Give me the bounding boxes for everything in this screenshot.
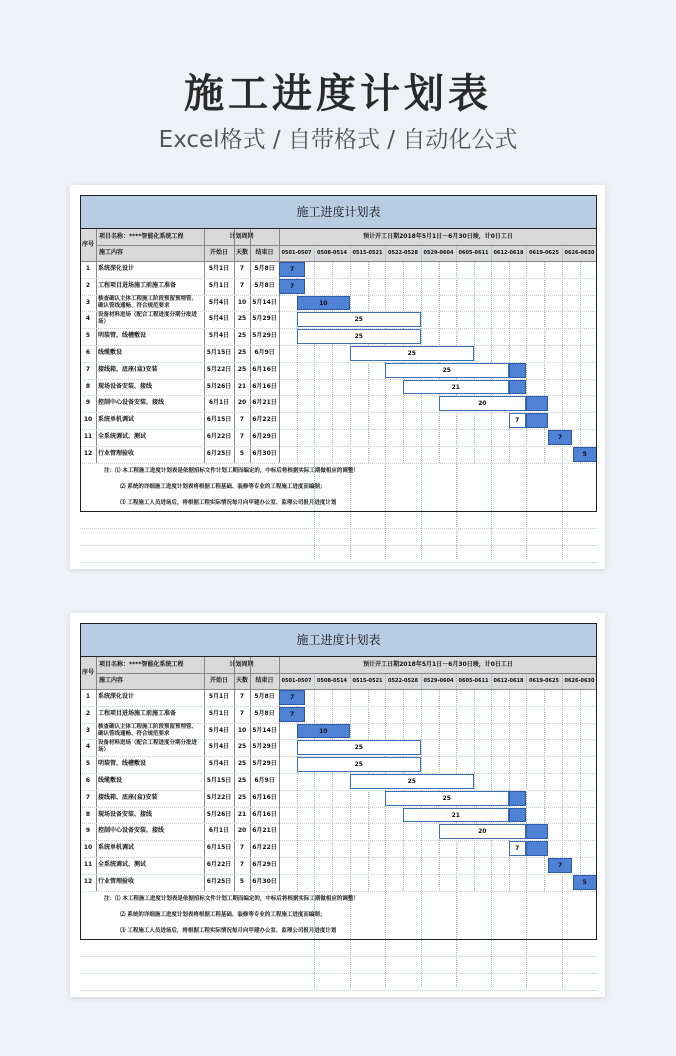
table-frame — [80, 195, 597, 512]
task-name: 控制中心设备安装、接线 — [98, 399, 165, 407]
task-name: 线缆敷设 — [98, 349, 123, 356]
row-number: 12 — [83, 877, 93, 885]
project-name: 项目名称：****智能化系统工程 — [96, 229, 204, 245]
preview-card-bottom — [70, 613, 605, 997]
plan-summary: 预计开工日期2018年5月1日－6月30日竣，计0日工日 — [279, 229, 597, 245]
week-column-header: 0626-0630 — [562, 673, 597, 689]
start-date: 5月1日 — [208, 281, 230, 289]
end-date: 6月9日 — [254, 777, 275, 784]
row-number: 5 — [85, 760, 91, 768]
row-number: 2 — [85, 281, 91, 289]
start-date: 5月4日 — [208, 315, 230, 323]
start-date: 6月25日 — [206, 449, 232, 457]
task-column-header: 施工内容 — [96, 673, 204, 689]
seq-header: 序号 — [80, 229, 96, 261]
week-column-header: 0508-0514 — [314, 245, 350, 261]
note-line: ⑵ 系统的详细施工进度计划表将根据工程基础、装修等专业的工程施工进度而编制； — [120, 911, 326, 918]
start-date: 5月15日 — [206, 777, 232, 784]
row-number: 9 — [85, 827, 91, 835]
sheet-title: 施工进度计划表 — [80, 195, 597, 229]
hero-title: 施工进度计划表 — [184, 71, 492, 117]
gantt-bar: 7 — [509, 413, 527, 428]
gantt-bar: 25 — [297, 757, 422, 772]
task-column-header: 施工内容 — [96, 245, 204, 261]
blank-row-line — [80, 990, 597, 991]
blank-row-line — [80, 956, 597, 957]
end-date: 5月29日 — [252, 760, 277, 768]
week-column-header: 0529-0604 — [421, 245, 456, 261]
task-name: 行业管理验收 — [98, 877, 135, 885]
preview-card-top — [70, 185, 605, 569]
end-column-header: 结束日 — [250, 245, 279, 261]
start-date: 5月4日 — [208, 298, 230, 306]
duration-days: 25 — [237, 332, 247, 340]
start-column-header: 开始日 — [204, 245, 234, 261]
row-number: 10 — [83, 416, 93, 424]
row-number: 8 — [85, 810, 91, 818]
duration-days: 25 — [237, 793, 247, 801]
task-name: 现场设备安装、接线 — [98, 810, 153, 818]
task-name: 行业管理验收 — [98, 449, 135, 457]
row-number: 7 — [85, 793, 91, 801]
task-name: 工程项目进场施工前施工准备 — [98, 281, 177, 289]
days-column-header: 天数 — [234, 245, 250, 261]
start-date: 5月4日 — [208, 726, 230, 734]
start-date: 5月4日 — [208, 332, 230, 340]
end-date: 6月16日 — [252, 810, 277, 818]
gantt-bar: 7 — [548, 430, 573, 445]
seq-header: 序号 — [80, 657, 96, 689]
row-number: 10 — [83, 844, 93, 852]
end-date: 6月21日 — [252, 827, 277, 835]
gantt-bar: 7 — [509, 841, 527, 856]
start-date: 6月15日 — [206, 844, 232, 852]
end-date: 5月14日 — [252, 726, 277, 734]
gantt-sheet — [80, 623, 597, 987]
row-number: 12 — [83, 449, 93, 457]
week-column-header: 0626-0630 — [562, 245, 597, 261]
start-date: 5月26日 — [206, 382, 232, 390]
task-name: 系统深化设计 — [98, 265, 135, 272]
task-name: 设备材料进场（配合工程进度分期分批进场） — [98, 312, 198, 326]
gantt-bar: 7 — [279, 690, 305, 705]
blank-row-line — [80, 528, 597, 529]
duration-days: 7 — [239, 693, 245, 700]
duration-days: 7 — [239, 416, 245, 424]
duration-days: 10 — [237, 726, 247, 734]
row-number: 11 — [83, 433, 93, 440]
start-date: 5月26日 — [206, 810, 232, 818]
row-number: 11 — [83, 861, 93, 868]
end-date: 6月30日 — [252, 877, 277, 885]
gantt-bar: 20 — [439, 824, 527, 839]
task-name: 设备材料进场（配合工程进度分期分批进场） — [98, 740, 198, 754]
end-date: 6月16日 — [252, 382, 277, 390]
end-column-header: 结束日 — [250, 673, 279, 689]
gantt-bar: 25 — [350, 774, 474, 789]
gantt-bar: 25 — [385, 791, 509, 806]
gantt-bar: 7 — [548, 858, 573, 873]
duration-days: 20 — [237, 827, 247, 835]
duration-days: 25 — [237, 365, 247, 373]
end-date: 6月21日 — [252, 399, 277, 407]
row-number: 6 — [85, 349, 91, 356]
end-date: 6月29日 — [252, 861, 277, 868]
end-date: 5月8日 — [254, 693, 275, 700]
start-date: 6月1日 — [208, 827, 230, 835]
duration-days: 25 — [237, 760, 247, 768]
end-date: 6月22日 — [252, 416, 277, 424]
gantt-bar: 21 — [403, 380, 509, 395]
task-name: 接线箱、底座(盒)安装 — [98, 793, 158, 801]
task-name: 核查确认主体工程施工阶段预留预埋管、确认管线通畅、符合规范要求 — [98, 295, 198, 309]
row-number: 9 — [85, 399, 91, 407]
week-column-header: 0515-0521 — [350, 673, 385, 689]
plan-summary: 预计开工日期2018年5月1日－6月30日竣，计0日工日 — [279, 657, 597, 673]
week-column-header: 0619-0625 — [526, 673, 562, 689]
start-date: 6月22日 — [206, 433, 232, 440]
duration-days: 21 — [237, 810, 247, 818]
duration-days: 20 — [237, 399, 247, 407]
gantt-bar: 25 — [350, 346, 474, 361]
duration-days: 7 — [239, 433, 245, 440]
row-number: 1 — [85, 265, 91, 272]
row-number: 2 — [85, 709, 91, 717]
gantt-bar: 5 — [573, 447, 598, 462]
blank-row-line — [80, 562, 597, 563]
gantt-sheet — [80, 195, 597, 559]
end-date: 5月29日 — [252, 332, 277, 340]
end-date: 6月16日 — [252, 365, 277, 373]
row-number: 3 — [85, 726, 91, 734]
gantt-bar: 7 — [279, 707, 305, 722]
duration-days: 25 — [237, 315, 247, 323]
task-name: 明装管、线槽敷设 — [98, 760, 147, 768]
week-column-header: 0605-0611 — [456, 245, 491, 261]
row-number: 1 — [85, 693, 91, 700]
end-date: 6月9日 — [254, 349, 275, 356]
duration-days: 7 — [239, 281, 245, 289]
week-column-header: 0522-0528 — [385, 673, 421, 689]
start-date: 5月1日 — [208, 265, 230, 272]
task-name: 控制中心设备安装、接线 — [98, 827, 165, 835]
row-number: 7 — [85, 365, 91, 373]
end-date: 5月8日 — [254, 709, 275, 717]
row-number: 4 — [85, 743, 91, 751]
duration-days: 25 — [237, 349, 247, 356]
duration-days: 7 — [239, 265, 245, 272]
end-date: 5月29日 — [252, 315, 277, 323]
plan-period-label: 计划周期 — [204, 229, 279, 245]
start-date: 5月4日 — [208, 760, 230, 768]
row-number: 4 — [85, 315, 91, 323]
end-date: 5月8日 — [254, 265, 275, 272]
start-date: 5月22日 — [206, 793, 232, 801]
row-number: 5 — [85, 332, 91, 340]
start-date: 6月1日 — [208, 399, 230, 407]
week-column-header: 0501-0507 — [279, 245, 314, 261]
week-column-header: 0529-0604 — [421, 673, 456, 689]
table-frame — [80, 623, 597, 940]
week-column-header: 0515-0521 — [350, 245, 385, 261]
start-date: 5月1日 — [208, 709, 230, 717]
duration-days: 5 — [239, 449, 245, 457]
row-number: 3 — [85, 298, 91, 306]
note-line: ⑶ 工程施工人员进场后，将根据工程实际情况每月向甲建办公室、监理公司报月进度计划 — [120, 927, 337, 934]
task-name: 明装管、线槽敷设 — [98, 332, 147, 340]
task-name: 接线箱、底座(盒)安装 — [98, 365, 158, 373]
week-column-header: 0605-0611 — [456, 673, 491, 689]
task-name: 系统深化设计 — [98, 693, 135, 700]
end-date: 5月29日 — [252, 743, 277, 751]
hero-subtitle: Excel格式 / 自带格式 / 自动化公式 — [158, 127, 518, 153]
week-column-header: 0508-0514 — [314, 673, 350, 689]
week-column-header: 0619-0625 — [526, 245, 562, 261]
week-column-header: 0501-0507 — [279, 673, 314, 689]
task-name: 核查确认主体工程施工阶段预留预埋管、确认管线通畅、符合规范要求 — [98, 723, 198, 737]
note-line: ⑵ 系统的详细施工进度计划表将根据工程基础、装修等专业的工程施工进度而编制； — [120, 483, 326, 490]
sheet-title: 施工进度计划表 — [80, 623, 597, 657]
note-line: 注：⑴ 本工程施工进度计划表是依据招标文件计划工期而编定的，中标后将根据实际工期做相应的调整！ — [104, 895, 359, 902]
duration-days: 5 — [239, 877, 245, 885]
week-column-header: 0612-0618 — [491, 673, 526, 689]
duration-days: 25 — [237, 777, 247, 784]
task-name: 线缆敷设 — [98, 777, 123, 784]
duration-days: 21 — [237, 382, 247, 390]
gantt-bar: 10 — [297, 724, 351, 739]
end-date: 6月30日 — [252, 449, 277, 457]
gantt-bar: 7 — [279, 279, 305, 294]
start-date: 6月22日 — [206, 861, 232, 868]
task-name: 全系统调试、测试 — [98, 861, 147, 868]
gantt-bar: 21 — [403, 808, 509, 823]
days-column-header: 天数 — [234, 673, 250, 689]
end-date: 5月14日 — [252, 298, 277, 306]
gantt-bar: 5 — [573, 875, 598, 890]
gantt-bar: 25 — [297, 312, 422, 327]
task-name: 全系统调试、测试 — [98, 433, 147, 440]
duration-days: 7 — [239, 861, 245, 868]
start-date: 6月25日 — [206, 877, 232, 885]
start-date: 5月15日 — [206, 349, 232, 356]
end-date: 6月22日 — [252, 844, 277, 852]
row-number: 8 — [85, 382, 91, 390]
gantt-bar: 20 — [439, 396, 527, 411]
gantt-bar: 25 — [297, 740, 422, 755]
gantt-bar: 7 — [279, 262, 305, 277]
start-date: 5月22日 — [206, 365, 232, 373]
end-date: 6月16日 — [252, 793, 277, 801]
end-date: 6月29日 — [252, 433, 277, 440]
row-number: 6 — [85, 777, 91, 784]
note-line: 注：⑴ 本工程施工进度计划表是依据招标文件计划工期而编定的，中标后将根据实际工期做相应的调整！ — [104, 467, 359, 474]
start-date: 6月15日 — [206, 416, 232, 424]
task-name: 系统单机调试 — [98, 844, 135, 852]
blank-row-line — [80, 545, 597, 546]
week-column-header: 0522-0528 — [385, 245, 421, 261]
gantt-bar: 10 — [297, 296, 351, 311]
duration-days: 7 — [239, 844, 245, 852]
task-name: 系统单机调试 — [98, 416, 135, 424]
note-line: ⑶ 工程施工人员进场后，将根据工程实际情况每月向甲建办公室、监理公司报月进度计划 — [120, 499, 337, 506]
task-name: 工程项目进场施工前施工准备 — [98, 709, 177, 717]
duration-days: 10 — [237, 298, 247, 306]
end-date: 5月8日 — [254, 281, 275, 289]
start-date: 5月4日 — [208, 743, 230, 751]
gantt-bar: 25 — [297, 329, 422, 344]
task-name: 现场设备安装、接线 — [98, 382, 153, 390]
duration-days: 7 — [239, 709, 245, 717]
project-name: 项目名称：****智能化系统工程 — [96, 657, 204, 673]
plan-period-label: 计划周期 — [204, 657, 279, 673]
week-column-header: 0612-0618 — [491, 245, 526, 261]
duration-days: 25 — [237, 743, 247, 751]
start-column-header: 开始日 — [204, 673, 234, 689]
blank-row-line — [80, 973, 597, 974]
start-date: 5月1日 — [208, 693, 230, 700]
gantt-bar: 25 — [385, 363, 509, 378]
